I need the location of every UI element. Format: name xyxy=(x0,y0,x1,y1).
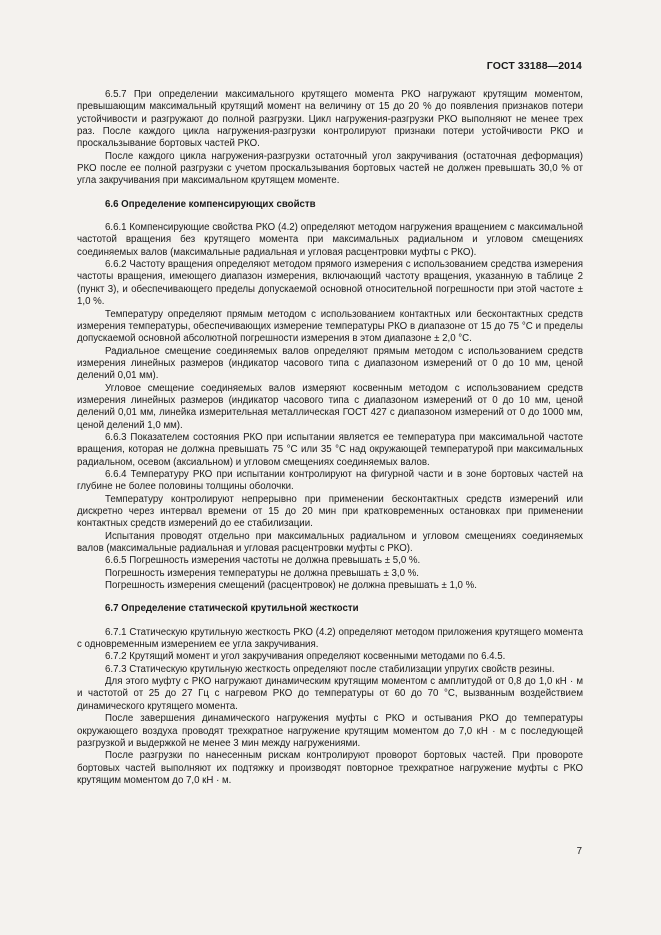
paragraph: Угловое смещение соединяемых валов измеряют косвенным методом с использованием средств измерения линейных размеров (индикатор часового типа с диапазоном измерений от 0 до 10 мм, ценой делений 0,01 мм, линейка измерительная металлическая ГОСТ 427 с диапазоном измерений от 0 до 1000 мм, ценой делений 1,0 мм). xyxy=(77,382,583,431)
paragraph-6-7-2: 6.7.2 Крутящий момент и угол закручивания определяют косвенными методами по 6.4.5. xyxy=(105,651,506,663)
paragraph: Погрешность измерения температуры не должна превышать ± 3,0 %. xyxy=(105,567,420,579)
paragraph: Температуру контролируют непрерывно при применении бесконтактных средств измерений или дискретно через интервал времени от 15 до 20 мин при кратковременных остановках при применении контактных средств измерений до ее стабилизации. xyxy=(77,493,583,530)
paragraph: Радиальное смещение соединяемых валов определяют прямым методом с использованием средств измерения линейных размеров (индикатор часового типа с диапазоном измерений от 0 до 10 мм, ценой делений 0,01 мм). xyxy=(77,345,583,382)
paragraph-6-7-3: 6.7.3 Статическую крутильную жесткость определяют после стабилизации упругих свойств резины. xyxy=(105,663,555,675)
paragraph-6-5-7: 6.5.7 При определении максимального крутящего момента РКО нагружают крутящим моментом, превышающим максимальный крутящий момент на величину от 15 до 20 % до появления признаков потери устойчивости и разгружают до полной разгрузки. Цикл нагружения-разгрузки РКО выполняют не менее трех раз. После каждого цикла нагружения-разгрузки контролируют признаки потери устойчивости РКО и проскальзывание бортовых частей РКО. xyxy=(77,89,583,150)
section-heading-6-6: 6.6 Определение компенсирующих свойств xyxy=(105,198,316,210)
paragraph: После разгрузки по нанесенным рискам контролируют проворот бортовых частей. При провороте бортовых частей выполняют их подтяжку и производят повторное трехкратное нагружение муфты с РКО крутящим моментом до 7,0 кН · м. xyxy=(77,750,583,786)
paragraph: Для этого муфту с РКО нагружают динамическим крутящим моментом с амплитудой от 0,8 до 1,0 кН · м и частотой от 25 до 27 Гц с нагревом РКО до температуры от 60 до 70 °С, вызванным воздействием динамического крутящего момента. xyxy=(77,676,583,712)
paragraph-6-6-3: 6.6.3 Показателем состояния РКО при испытании является ее температура при максимальной частоте вращения, которая не должна превышать 75 °С или 35 °С над окружающей температурой при максимальных радиальном, осевом (аксиальном) и угловом смещениях соединяемых валов. xyxy=(77,431,583,468)
section-heading-6-7: 6.7 Определение статической крутильной жесткости xyxy=(105,603,359,615)
paragraph: Погрешность измерения смещений (расцентровок) не должна превышать ± 1,0 %. xyxy=(105,580,477,592)
paragraph-6-6-4: 6.6.4 Температуру РКО при испытании контролируют на фигурной части и в зоне бортовых частей на глубине не более половины толщины оболочки. xyxy=(77,468,583,493)
paragraph: Испытания проводят отдельно при максимальных радиальном и угловом смещениях соединяемых валов (максимальные радиальная и угловая расцентровки муфты с РКО). xyxy=(77,530,583,555)
paragraph-6-6-1: 6.6.1 Компенсирующие свойства РКО (4.2) определяют методом нагружения вращением с максимальной частотой вращения без крутящего момента при максимальных радиальном и угловом смещениях соединяемых валов (максимальные радиальная и угловая расцентровки муфты с РКО). xyxy=(77,222,583,258)
page-number: 7 xyxy=(576,846,582,857)
document-body xyxy=(77,89,583,787)
paragraph: Температуру определяют прямым методом с использованием контактных или бесконтактных средств измерения температуры, обеспечивающих измерение температуры РКО в диапазоне от 15 до 75 °С и пределы допускаемой основной абсолютной погрешности измерения в этом диапазоне ± 2,0 °С. xyxy=(77,308,583,345)
paragraph: После завершения динамического нагружения муфты с РКО и остывания РКО до температуры окружающего воздуха проводят трехкратное нагружение крутящим моментом до 7,0 кН · м с последующей разгрузкой и выдержкой не менее 3 мин между нагружениями. xyxy=(77,713,583,749)
paragraph: После каждого цикла нагружения-разгрузки остаточный угол закручивания (остаточная деформация) РКО после ее полной разгрузки с учетом проскальзывания бортовых частей не должен превышать 30,0 % от угла закручивания при максимальном крутящем моменте. xyxy=(77,150,583,187)
paragraph-6-6-5: 6.6.5 Погрешность измерения частоты не должна превышать ± 5,0 %. xyxy=(105,555,421,567)
paragraph-6-6-2: 6.6.2 Частоту вращения определяют методом прямого измерения с использованием средства измерения частоты вращения, имеющего диапазон измерения, включающий частоту вращения, указанную в таблице 2 (пункт 3), и обеспечивающего пределы допускаемой основной относительной погрешности при этой частоте ± 1,0 %. xyxy=(77,259,583,308)
standard-code: ГОСТ 33188—2014 xyxy=(486,60,582,72)
paragraph-6-7-1: 6.7.1 Статическую крутильную жесткость РКО (4.2) определяют методом приложения крутящего момента с одновременным измерением ее угла закручивания. xyxy=(77,626,583,651)
